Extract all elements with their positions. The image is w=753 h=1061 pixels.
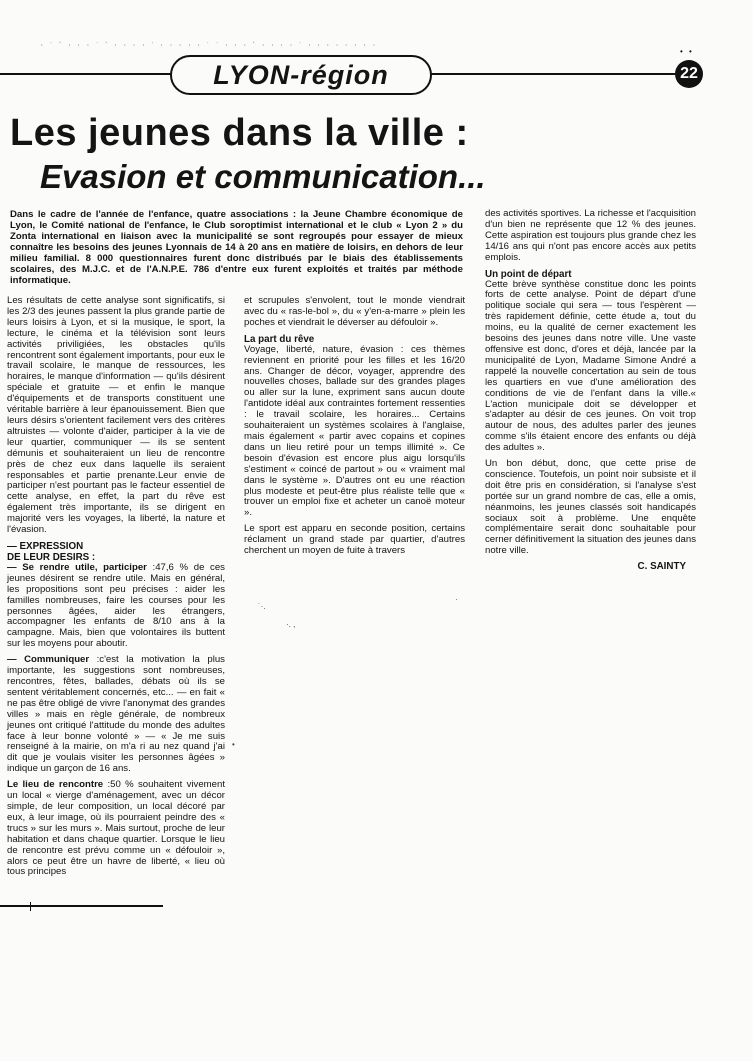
paragraph: et scrupules s'envolent, tout le monde viendrait avec du « ras-le-bol », du « y'en-a-marre » plein les poches et viendrait le déverser au défouloir ». bbox=[244, 295, 465, 328]
section-heading: La part du rêve bbox=[244, 333, 315, 345]
paragraph: Un bon début, donc, que cette prise de conscience. Toutefois, un point noir subsiste et il doit être pris en considération, si l'analyse s'est portée sur un grand nombre de cas, elle a omis, néanmoins, les jeunes classés soit handicapés sociaux soit à problème. Une enquête complémentaire serait donc souhaitable pour cerner définitivement la situation des jeunes dans notre ville. bbox=[485, 458, 696, 557]
scan-speck: ·. , bbox=[286, 620, 296, 629]
page-number: 22 bbox=[675, 60, 703, 88]
paragraph-lead: — Se rendre utile, participer bbox=[7, 561, 147, 573]
article-column-2 bbox=[244, 296, 465, 562]
paragraph: Voyage, liberté, nature, évasion : ces thèmes reviennent en priorité pour les filles et les 16/20 ans. Changer de décor, voyager, apprendre des nouvelles choses, ballade sur des grandes plages ou aller sur la lune, expriment sans aucun doute l'antidote idéal aux contraintes fortement ressenties : le travail scolaire, les horaires... Certains souhaiteraient un systèmes scolaires à l'anglaise, mais également « partir avec copains et copines dans un lieu retiré pour un temps illimité ». Ce besoin d'évasion est encore plus aigu lorsqu'ils s'estiment « coincé de partout » ou « vraiment mal dans le système ». D'autres ont eu une réaction plus modeste et peut-être plus réaliste telle que « trouver un emploi fixe et acheter un canoë moteur ». bbox=[244, 343, 465, 519]
paragraph: Cette brève synthèse constitue donc les points forts de cette analyse. Point de départ d'une politique sociale qui sera — tous l'espèrent — très rapidement définie, cette étude a, tout du moins, eu la qualité de cerner exactement les besoins des jeunes dans notre ville. Une vaste offensive est donc, d'ores et déjà, lancée par la municipalité de Lyon, Madame Simone André a rappelé la nouvelle concertation au sein de tous les quartiers en vue d'une amélioration des conditions de vie de l'enfant dans la ville.« L'action municipale doit se développer et s'adapter au désir de ces jeunes. On voit trop autour de nous, des adultes parler des jeunes comme s'ils étaient encore des enfants ou déjà des adultes ». bbox=[485, 278, 696, 454]
article-title: Les jeunes dans la ville : bbox=[10, 112, 469, 154]
paragraph-body: :47,6 % de ces jeunes désirent se rendre utile. Mais en général, les propositions sont peu précises : aider les familles nombreuses, faire les courses pour les personnes âgées, aider les étrangers, accompagner les enfants de 8/10 ans à la campagne. Mais, bien que volontaires ils buttent sur les moyens pour aboutir. bbox=[7, 561, 225, 650]
paragraph: Les résultats de cette analyse sont significatifs, si les 2/3 des jeunes passent la plus grande partie de leurs loisirs à Lyon, et si la musique, le sport, la lecture, le cinéma et la télévision sont leurs activités priviligiées, les obstacles qu'ils rencontrent sont également importants, pour eux le travail scolaire, le manque de ressources, les horaires, le manque d'information — qu'ils désirent spéciale et gratuite — et enfin le manque d'équipements et de transports constituent une véritable barrière à leur épanouissement. Bien que leurs désirs s'orientent facilement vers des critères altruistes — volonte d'aider, participer à la vie de leur quartier, communiquer — ils se sentent démunis et souhaiteraient un lieu de rencontre près de chez eux dans laquelle ils seraient responsables et partie prenante.Leur envie de participer n'est pourtant pas le facteur essentiel de cette analyse, en effet, la part du rêve est également très importante, ils se dirigent en majorité vers les voyages, la liberté, la nature et l'évasion. bbox=[7, 295, 225, 536]
article-lead: Dans le cadre de l'année de l'enfance, quatre associations : la Jeune Chambre économique de Lyon, le Comité national de l'enfance, le Club soroptimist international et le club « Lyon 2 » du Zonta international en liaison avec la municipalité se sont regroupés pour essayer de mieux connaître les besoins des jeunes Lyonnais de 14 à 20 ans en matière de loisirs, en dehors de leur milieu familial. 8 000 questionnaires furent donc distribués par le biais des établissements scolaires, des M.J.C. et de l'A.N.P.E. 786 d'entre eux furent exploités et traités par méthode informatique. bbox=[10, 209, 463, 286]
article-column-1 bbox=[7, 296, 225, 883]
author-signature: C. SAINTY bbox=[637, 561, 686, 573]
paragraph bbox=[7, 563, 225, 650]
paragraph-lead: Le lieu de rencontre bbox=[7, 779, 104, 791]
scan-speck: ˙·. bbox=[258, 602, 266, 611]
scan-noise: · ˙ ` · · · ˙ ` · · · · ˙ · · · · · ˙ ˙ · · · ` · · · · ˙ · · · · · · · · bbox=[40, 42, 377, 49]
paragraph-body: :50 % souhaitent vivement un local « vierge d'aménagement, avec un décor simple, de leur composition, un local décoré par eux, à leur image, où ils pourraient peindre des « trucs » sur les murs ». Mais surtout, proche de leur habitation et dans chaque quartier. Lorsque le lieu de rencontre est prévu comme un « défouloir », alors ce peut être un havre de liberté, « lieu où tous principes bbox=[7, 779, 225, 878]
paragraph: Le sport est apparu en seconde position, certains réclament un grand stade par quartier, d'autres cherchent un moyen de fuite à travers bbox=[244, 523, 465, 557]
bottom-rule-tick bbox=[30, 902, 31, 911]
paragraph-lead: — Communiquer bbox=[7, 654, 90, 666]
scan-speck: · bbox=[455, 595, 458, 604]
heading-line-1: — EXPRESSION bbox=[7, 540, 84, 552]
paragraph bbox=[7, 780, 225, 878]
article-column-3 bbox=[485, 209, 696, 573]
header-rule-left bbox=[0, 73, 172, 75]
header-rule-right bbox=[430, 73, 675, 75]
section-heading bbox=[7, 541, 225, 563]
section-label: LYON-région bbox=[170, 55, 432, 95]
paragraph bbox=[7, 655, 225, 775]
article-subtitle: Evasion et communication... bbox=[40, 158, 486, 195]
scan-dots: • • bbox=[680, 47, 694, 56]
scan-speck: • bbox=[232, 740, 235, 749]
bottom-rule bbox=[0, 905, 163, 907]
heading-line-2: DE LEUR DESIRS : bbox=[7, 551, 96, 563]
section-heading: Un point de départ bbox=[485, 268, 572, 280]
paragraph: des activités sportives. La richesse et l'acquisition d'un bien ne représente que 12 % des jeunes. Cette aspiration est toujours plus grande chez les 14/16 ans qui n'ont pas encore accès aux petits emplois. bbox=[485, 208, 696, 263]
paragraph-body: :c'est la motivation la plus importante, les suggestions sont nombreuses, rencontres, fêtes, ballades, débats où ils se sentent véritablement concernés, etc... — en fait « ne pas être obligé de vivre l'anonymat des grandes villes » mais en règle générale, de nombreux jeunes ont critiqué l'attitude du monde des adultes face à leur bonne volonté » — « Je me suis renseigné à la mairie, on m'a ri au nez quand j'ai dit que je voulais visiter les personnes âgées » indique un garçon de 16 ans. bbox=[7, 654, 225, 775]
